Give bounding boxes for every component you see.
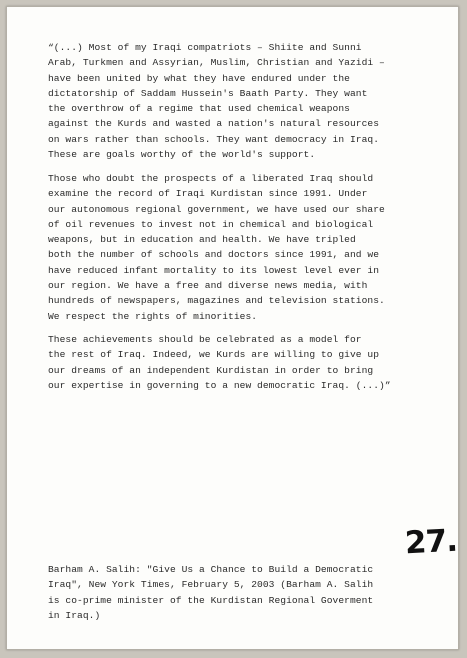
- quote-paragraph-2: Those who doubt the prospects of a liberated Iraq should examine the record of Iraqi Kurdistan since 1991. Under our autonomous regional government, we have used our share of oil revenues to invest not in chemical and biological weapons, but in education and health. We have tripled both the number of schools and doctors since 1991, and we have reduced infant mortality to its lowest level ever in our region. We have a free and diverse news media, with hundreds of newspapers, magazines and television stations. We respect the rights of minorities.: [48, 173, 385, 322]
- quote-paragraph-1: “(...) Most of my Iraqi compatriots – Shiite and Sunni Arab, Turkmen and Assyrian, Muslim, Christian and Yazidi – have been united by what they have endured under the dictatorship of Saddam Hussein's Baath Party. They want the overthrow of a regime that used chemical weapons against the Kurds and wasted a nation's natural resources on wars rather than schools. They want democracy in Iraq. These are goals worthy of the world's support.: [48, 42, 385, 161]
- handwritten-page-number: 27.: [404, 522, 458, 562]
- document-page: [6, 6, 459, 650]
- source-citation: Barham A. Salih: "Give Us a Chance to Build a Democratic Iraq", New York Times, February 5, 2003 (Barham A. Salih is co-prime minister of the Kurdistan Regional Goverment in Iraq.): [48, 564, 374, 621]
- quote-paragraph-3: These achievements should be celebrated as a model for the rest of Iraq. Indeed, we Kurds are willing to give up our dreams of an independent Kurdistan in order to bring our expertise in governing to a new democratic Iraq. (...)”: [48, 334, 391, 391]
